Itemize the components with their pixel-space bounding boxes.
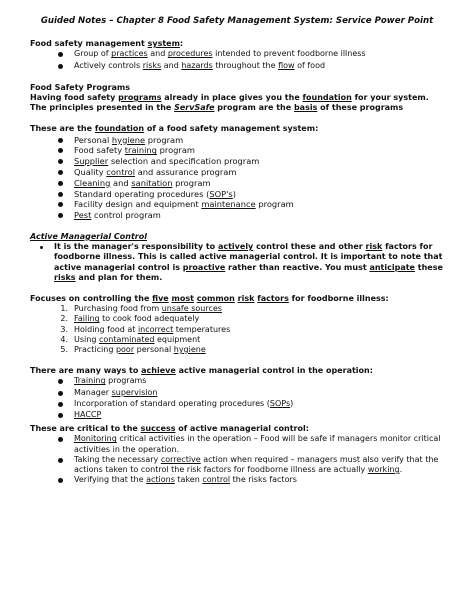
list-item-text: Actively controls risks and hazards throughout the flow of food (74, 60, 326, 70)
programs-line-1: Having food safety programs already in place gives you the foundation for your system. (30, 93, 429, 103)
list-item-text: HACCP (74, 410, 102, 420)
bullet-icon (58, 178, 74, 189)
amc-paragraph-row (30, 242, 444, 283)
list-item (58, 199, 444, 210)
bullet-icon (58, 49, 74, 60)
list-item-text: Incorporation of standard operating procedures (SOPs) (74, 398, 294, 408)
fsms-heading-colon: : (179, 39, 184, 49)
list-item-text: Manager supervision (74, 387, 158, 397)
programs-line-2: The principles presented in the ServSafe program are the basis of these programs (30, 103, 404, 113)
list-item-text: Facility design and equipment maintenance program (74, 199, 294, 210)
list-item (54, 314, 444, 324)
bullet-icon (58, 475, 74, 486)
foundation-list (30, 135, 444, 221)
list-item-text: Quality control and assurance program (74, 167, 237, 178)
bullet-icon (58, 167, 74, 178)
list-item (58, 376, 444, 387)
critical-heading: These are critical to the success of active managerial control: (30, 424, 309, 434)
list-item-text: Holding food at incorrect temperatures (74, 324, 231, 334)
five-factors-heading: Focuses on controlling the five most common risk factors for foodborne illness: (30, 294, 389, 304)
bullet-icon (58, 410, 74, 421)
bullet-icon (58, 210, 74, 221)
list-item-text: Purchasing food from unsafe sources (74, 304, 222, 314)
list-item (58, 178, 444, 189)
list-item (54, 345, 444, 355)
list-item (58, 475, 444, 486)
bullet-icon (58, 376, 74, 387)
bullet-icon (58, 135, 74, 146)
fsms-section (30, 39, 444, 72)
list-item (54, 335, 444, 345)
page-title: Guided Notes – Chapter 8 Food Safety Management System: Service Power Point (40, 16, 434, 26)
five-factors-section (30, 294, 444, 355)
ways-heading: There are many ways to achieve active managerial control in the operation: (30, 366, 373, 376)
list-number: 4. (60, 334, 68, 344)
list-item-text: Practicing poor personal hygiene (74, 345, 206, 355)
foundation-section (30, 124, 444, 221)
bullet-icon (58, 189, 74, 200)
list-item-text: Failing to cook food adequately (74, 314, 200, 324)
bullet-icon (58, 455, 74, 466)
critical-section (30, 424, 444, 486)
bullet-icon (40, 242, 54, 252)
fsms-heading-text: Food safety management (30, 39, 148, 49)
list-item-text: Verifying that the actions taken control the risks factors (74, 475, 297, 485)
list-number: 3. (60, 324, 68, 334)
programs-section (30, 83, 444, 114)
list-item-text: Taking the necessary corrective action when required – managers must also verify that the actions taken to control the risk factors for foodborne illness are actually working. (74, 454, 439, 475)
fsms-heading-system: system (147, 39, 180, 49)
list-item-text: Monitoring critical activities in the operation – Food will be safe if managers monitor critical activities in the operation. (74, 434, 441, 454)
list-item (58, 455, 444, 475)
list-item (58, 61, 444, 72)
list-item (58, 135, 444, 146)
list-item (58, 410, 444, 421)
ways-list (30, 376, 444, 421)
programs-heading: Food Safety Programs (30, 82, 131, 92)
bullet-icon (58, 61, 74, 72)
list-item-text: Group of practices and procedures intended to prevent foodborne illness (74, 49, 366, 59)
foundation-heading: These are the foundation of a food safety management system: (30, 124, 319, 134)
list-item (58, 49, 444, 60)
list-item (58, 388, 444, 399)
list-item-text: Pest control program (74, 210, 161, 221)
list-item (58, 189, 444, 200)
amc-section (30, 232, 444, 283)
list-item (58, 145, 444, 156)
bullet-icon (58, 156, 74, 167)
list-item-text: Using contaminated equipment (74, 334, 201, 344)
amc-heading: Active Managerial Control (30, 232, 147, 241)
list-number: 2. (60, 314, 68, 324)
fsms-heading (30, 39, 444, 49)
bullet-icon (58, 145, 74, 156)
five-factors-list (30, 304, 444, 355)
amc-paragraph: It is the manager's responsibility to actively control these and other risk factors for foodborne illness. This is called active managerial control. It is important to note that active managerial control is proactive rather than reactive. You must anticipate these risks and plan for them. (54, 242, 443, 282)
list-item-text: Supplier selection and specification program (74, 156, 260, 167)
list-item (54, 325, 444, 335)
bullet-icon (58, 388, 74, 399)
bullet-icon (58, 399, 74, 410)
list-item (58, 167, 444, 178)
list-item (58, 399, 444, 410)
critical-list (30, 434, 444, 486)
list-item (54, 304, 444, 314)
list-item (58, 434, 444, 454)
list-number: 5. (60, 345, 68, 355)
list-item-text: Personal hygiene program (74, 134, 184, 145)
list-item-text: Standard operating procedures (SOP's) (74, 188, 236, 199)
list-item-text: Training programs (74, 376, 147, 386)
bullet-icon (58, 434, 74, 445)
ways-section (30, 366, 444, 421)
list-item (58, 210, 444, 221)
list-item-text: Food safety training program (74, 145, 195, 156)
fsms-list (30, 49, 444, 71)
list-item (58, 156, 444, 167)
list-item-text: Cleaning and sanitation program (74, 177, 211, 188)
bullet-icon (58, 199, 74, 210)
list-number: 1. (60, 304, 68, 314)
